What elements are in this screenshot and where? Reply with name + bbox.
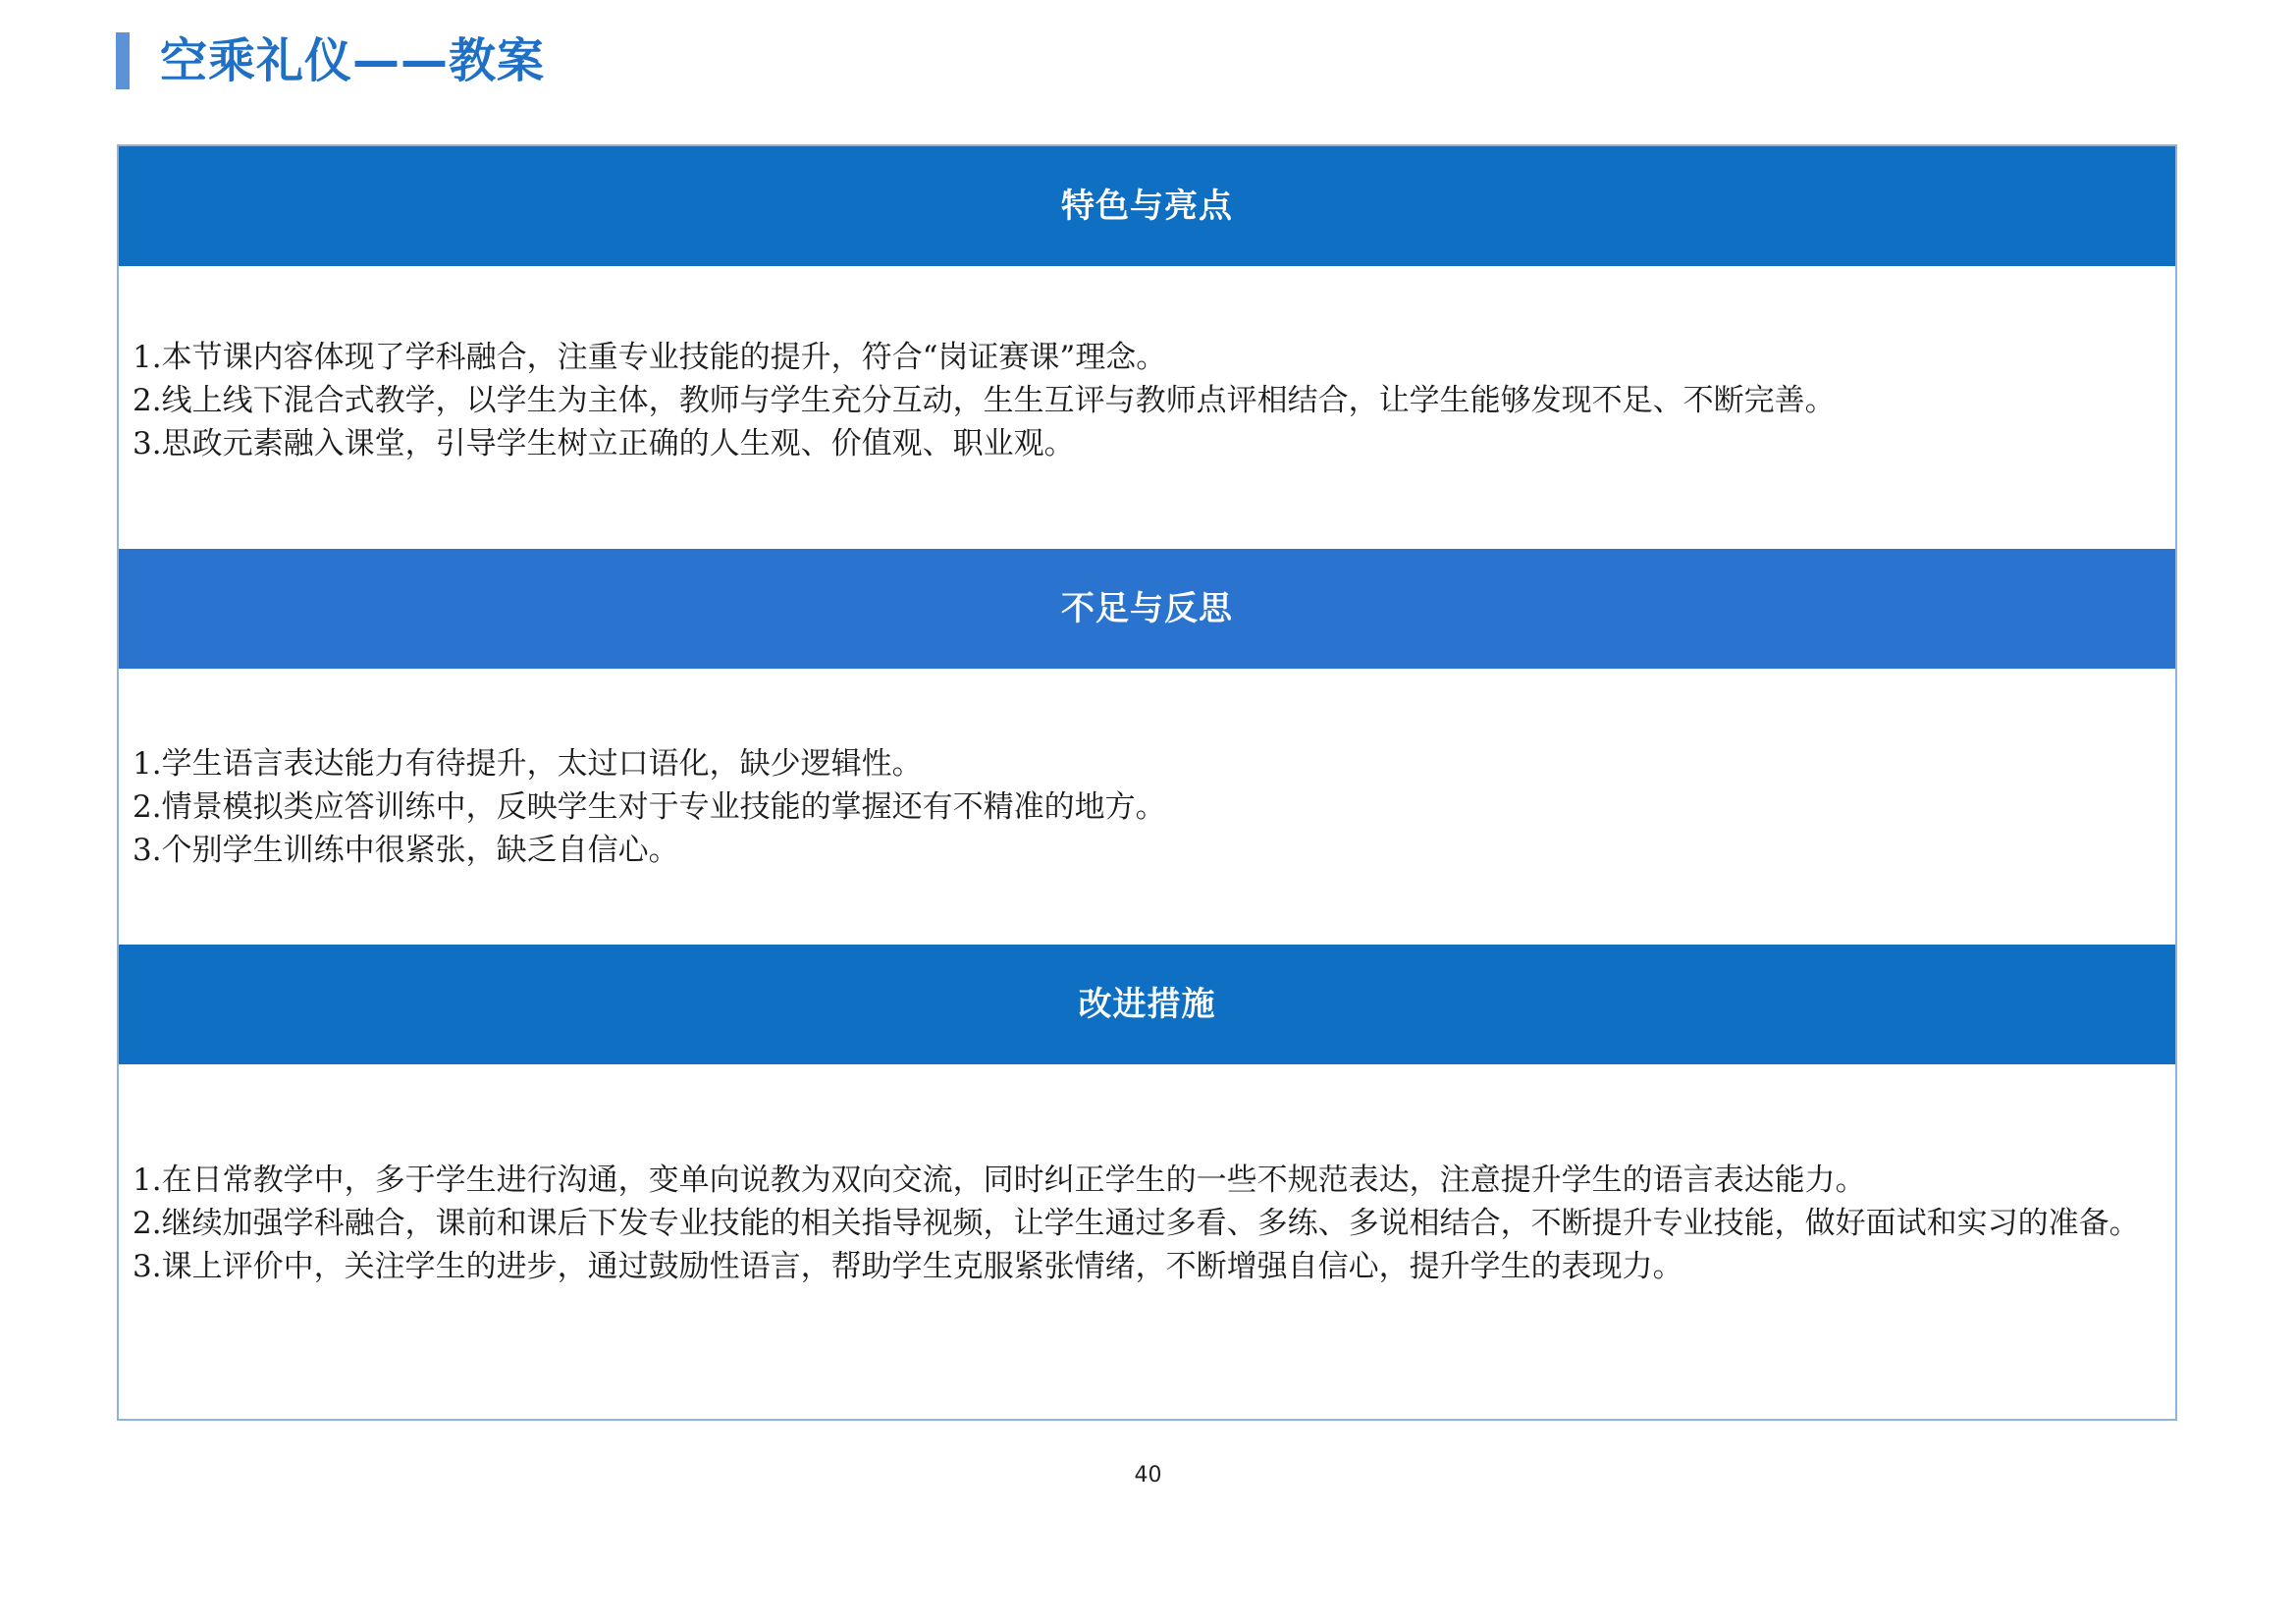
list-item: 2.继续加强学科融合，课前和课后下发专业技能的相关指导视频，让学生通过多看、多练、多说相结合，不断提升专业技能，做好面试和实习的准备。 <box>133 1206 2140 1241</box>
section-body-improvements <box>133 1159 2155 1288</box>
document-title: 空乘礼仪——教案 <box>160 33 546 88</box>
page-number: 40 <box>1134 1463 1162 1488</box>
list-item: 3.思政元素融入课堂，引导学生树立正确的人生观、价值观、职业观。 <box>133 426 1075 461</box>
list-item: 3.课上评价中，关注学生的进步，通过鼓励性语言，帮助学生克服紧张情绪，不断增强自信心，提升学生的表现力。 <box>133 1249 1683 1284</box>
section-body-reflection <box>133 742 2155 872</box>
list-item: 2.线上线下混合式教学，以学生为主体，教师与学生充分互动，生生互评与教师点评相结合，让学生能够发现不足、不断完善。 <box>133 383 1836 418</box>
section-header-reflection: 不足与反思 <box>119 549 2175 669</box>
list-item: 2.情景模拟类应答训练中，反映学生对于专业技能的掌握还有不精准的地方。 <box>133 789 1166 825</box>
list-item: 1.在日常教学中，多于学生进行沟通，变单向说教为双向交流，同时纠正学生的一些不规范表达，注意提升学生的语言表达能力。 <box>133 1163 1866 1198</box>
title-accent-bar <box>116 32 130 89</box>
list-item: 3.个别学生训练中很紧张，缺乏自信心。 <box>133 833 679 868</box>
section-header-highlights: 特色与亮点 <box>119 146 2175 266</box>
section-header-improvements: 改进措施 <box>119 945 2175 1064</box>
list-item: 1.本节课内容体现了学科融合，注重专业技能的提升，符合“岗证赛课”理念。 <box>133 340 1167 375</box>
content-table <box>117 144 2177 1421</box>
list-item: 1.学生语言表达能力有待提升，太过口语化，缺少逻辑性。 <box>133 746 923 782</box>
section-body-highlights <box>133 336 2155 465</box>
